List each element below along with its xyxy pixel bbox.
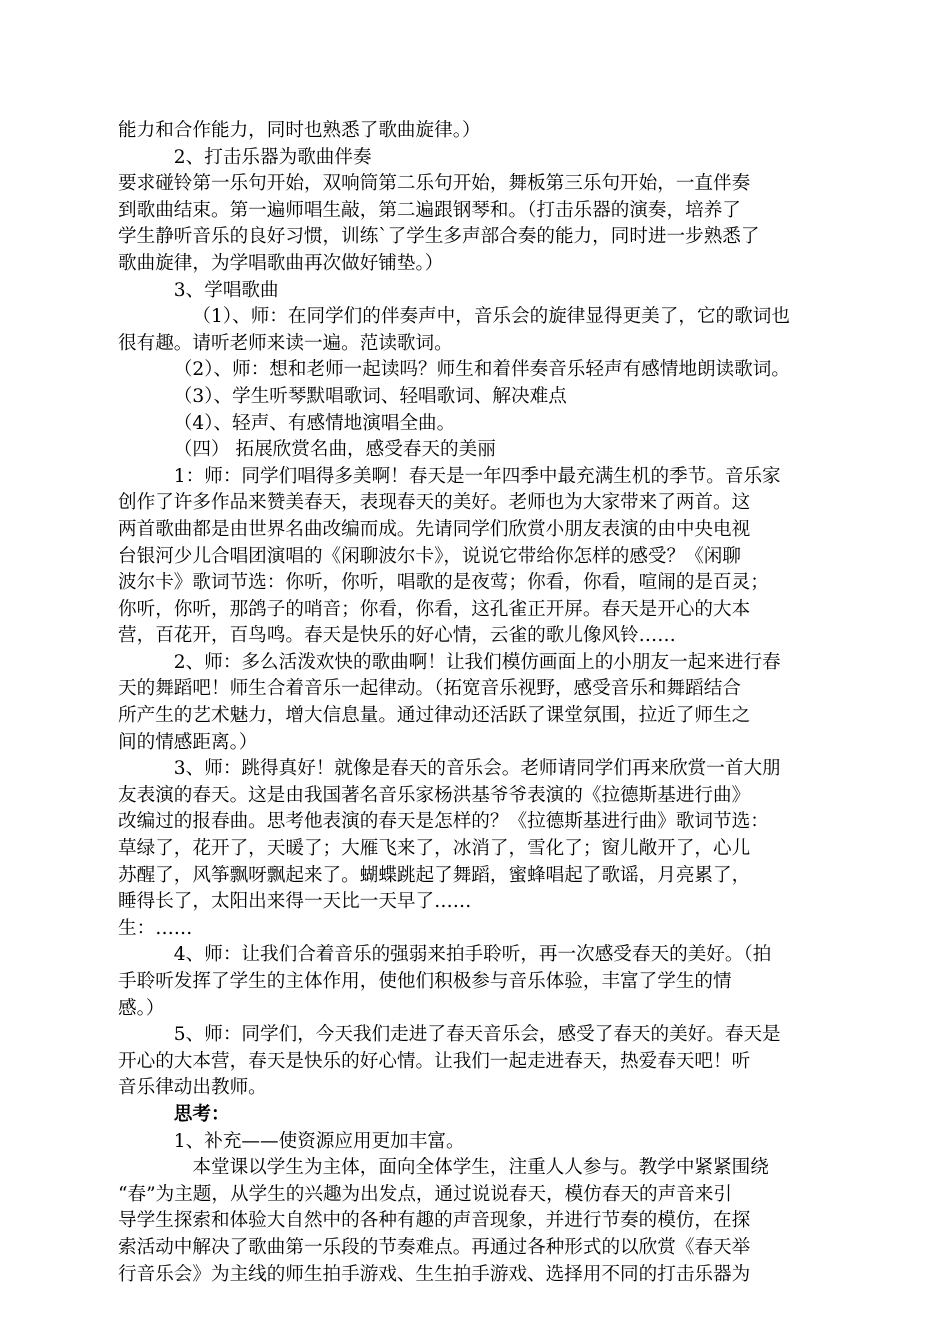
text-line: 开心的大本营，春天是快乐的好心情。让我们一起走进春天，热爱春天吧！听 — [118, 1050, 751, 1072]
text-line: 所产生的艺术魅力，增大信息量。通过律动还活跃了课堂氛围，拉近了师生之 — [118, 705, 751, 727]
text-line: 行音乐会》为主线的师生拍手游戏、生生拍手游戏、选择用不同的打击乐器为 — [118, 1263, 751, 1285]
text-line: 3、师：跳得真好！就像是春天的音乐会。老师请同学们再来欣赏一首大朋 — [173, 758, 781, 780]
text-line: 2、师：多么活泼欢快的歌曲啊！让我们模仿画面上的小朋友一起来进行春 — [173, 651, 781, 673]
text-line: 友表演的春天。这是由我国著名音乐家杨洪基爷爷表演的《拉德斯基进行曲》 — [118, 784, 751, 806]
text-line: 手聆听发挥了学生的主体作用，使他们积极参与音乐体验，丰富了学生的情 — [118, 971, 732, 992]
text-line: “春”为主题，从学生的兴趣为出发点，通过说说春天，模仿春天的声音来引 — [118, 1183, 733, 1205]
text-line: 能力和合作能力，同时也熟悉了歌曲旋律。） — [118, 120, 481, 141]
text-line: 歌曲旋律，为学唱歌曲再次做好铺垫。） — [118, 252, 444, 274]
text-line: （四） 拓展欣赏名曲，感受春天的美丽 — [173, 439, 496, 461]
text-line: 学生静听音乐的良好习惯，训练`了学生多声部合奏的能力，同时进一步熟悉了 — [118, 226, 760, 248]
text-line: 要求碰铃第一乐句开始，双响筒第二乐句开始，舞板第三乐句开始，一直伴奏 — [118, 173, 751, 195]
text-line: 导学生探索和体验大自然中的各种有趣的声音现象，并进行节奏的模仿，在探 — [118, 1210, 751, 1232]
text-line: 1、补充——使资源应用更加丰富。 — [173, 1130, 465, 1152]
text-line: 营，百花开，百鸟鸣。春天是快乐的好心情，云雀的歌儿像风铃…… — [118, 625, 676, 647]
text-line: （3）、学生听琴默唱歌词、轻唱歌词、解决难点 — [173, 385, 567, 407]
text-line: 睡得长了，太阳出来得一天比一天早了…… — [118, 891, 472, 913]
text-line: 感。） — [118, 997, 165, 1019]
text-line: 台银河少儿合唱团演唱的《闲聊波尔卡》，说说它带给你怎样的感受？《闲聊 — [118, 545, 741, 567]
text-line: 很有趣。请听老师来读一遍。范读歌词。 — [118, 332, 453, 354]
text-line: 波尔卡》歌词节选：你听，你听，唱歌的是夜莺；你看，你看，喧闹的是百灵； — [118, 572, 769, 594]
text-line: 创作了许多作品来赞美春天，表现春天的美好。老师也为大家带来了两首。这 — [118, 492, 751, 514]
text-line: 到歌曲结束。第一遍师唱生敲，第二遍跟钢琴和。（打击乐器的演奏，培养了 — [118, 199, 741, 221]
document-body — [118, 118, 838, 1288]
text-line: （1）、师：在同学们的伴奏声中，音乐会的旋律显得更美了，它的歌词也 — [192, 306, 790, 328]
text-line: （4）、轻声、有感情地演唱全曲。 — [173, 412, 456, 434]
text-line: 1：师：同学们唱得多美啊！春天是一年四季中最充满生机的季节。音乐家 — [173, 465, 781, 487]
text-line: 你听，你听，那鸽子的哨音；你看，你看，这孔雀正开屏。春天是开心的大本 — [118, 598, 751, 620]
text-line: 4、师：让我们合着音乐的强弱来拍手聆听，再一次感受春天的美好。（拍 — [173, 944, 772, 966]
text-line: （2）、师：想和老师一起读吗？师生和着伴奏音乐轻声有感情地朗读歌词。 — [173, 359, 790, 381]
section-heading: 思考： — [173, 1103, 230, 1125]
text-line: 两首歌曲都是由世界名曲改编而成。先请同学们欣赏小朋友表演的由中央电视 — [118, 518, 751, 540]
text-line: 生：…… — [118, 917, 193, 939]
text-line: 本堂课以学生为主体，面向全体学生，注重人人参与。教学中紧紧围绕 — [192, 1157, 769, 1179]
text-line: 3、学唱歌曲 — [173, 279, 279, 301]
text-line: 改编过的报春曲。思考他表演的春天是怎样的？《拉德斯基进行曲》歌词节选： — [118, 811, 769, 833]
text-line: 间的情感距离。） — [118, 731, 258, 753]
text-line: 2、打击乐器为歌曲伴奏 — [173, 146, 372, 168]
text-line: 天的舞蹈吧！师生合着音乐一起律动。（拓宽音乐视野，感受音乐和舞蹈结合 — [118, 678, 741, 700]
text-line: 5、师：同学们，今天我们走进了春天音乐会，感受了春天的美好。春天是 — [173, 1024, 781, 1046]
text-line: 索活动中解决了歌曲第一乐段的节奏难点。再通过各种形式的以欣赏《春天举 — [118, 1236, 751, 1258]
text-line: 草绿了，花开了，天暖了；大雁飞来了，冰消了，雪化了；窗儿敞开了，心儿 — [118, 838, 751, 860]
text-line: 音乐律动出教师。 — [118, 1077, 267, 1099]
text-line: 苏醒了，风筝飘呀飘起来了。蝴蝶跳起了舞蹈，蜜蜂唱起了歌谣，月亮累了， — [118, 864, 751, 886]
